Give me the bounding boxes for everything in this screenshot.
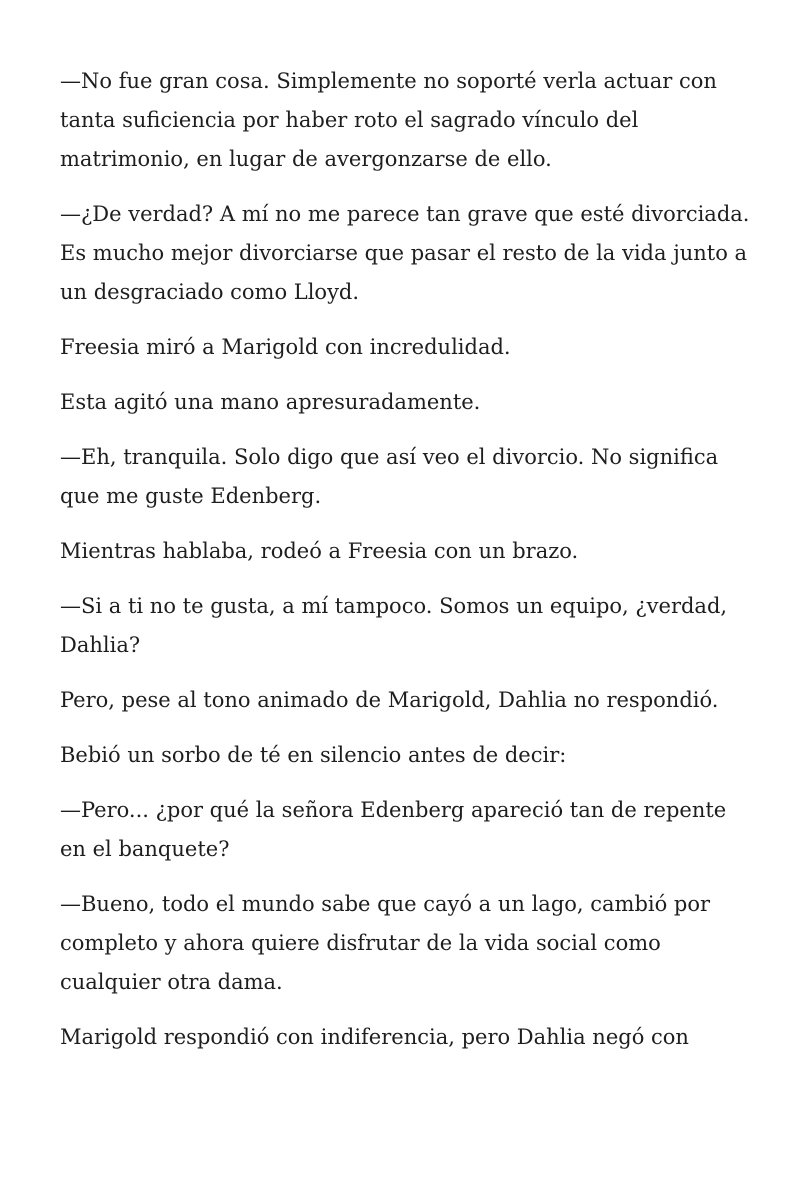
paragraph: Pero, pese al tono animado de Marigold, Dahlia no respondió. (60, 688, 719, 712)
paragraph: —Eh, tranquila. Solo digo que así veo el divorcio. No significa que me guste Edenberg. (60, 445, 719, 508)
paragraph: Mientras hablaba, rodeó a Freesia con un brazo. (60, 539, 579, 563)
paragraph: —Pero... ¿por qué la señora Edenberg apareció tan de repente en el banquete? (60, 798, 727, 861)
paragraph: —Bueno, todo el mundo sabe que cayó a un lago, cambió por completo y ahora quiere disfrutar de la vida social como cualquier otra dama. (60, 892, 711, 994)
reading-page (60, 62, 750, 1073)
paragraph: Esta agitó una mano apresuradamente. (60, 390, 481, 414)
paragraph: Freesia miró a Marigold con incredulidad. (60, 335, 511, 359)
paragraph: —¿De verdad? A mí no me parece tan grave que esté divorciada. Es mucho mejor divorciarse que pasar el resto de la vida junto a un desgraciado como Lloyd. (60, 202, 750, 304)
paragraph: Bebió un sorbo de té en silencio antes de decir: (60, 743, 567, 767)
paragraph: —No fue gran cosa. Simplemente no soporté verla actuar con tanta suficiencia por haber roto el sagrado vínculo del matrimonio, en lugar de avergonzarse de ello. (60, 69, 717, 171)
paragraph: —Si a ti no te gusta, a mí tampoco. Somos un equipo, ¿verdad, Dahlia? (60, 594, 728, 657)
paragraph: Marigold respondió con indiferencia, pero Dahlia negó con (60, 1025, 689, 1049)
